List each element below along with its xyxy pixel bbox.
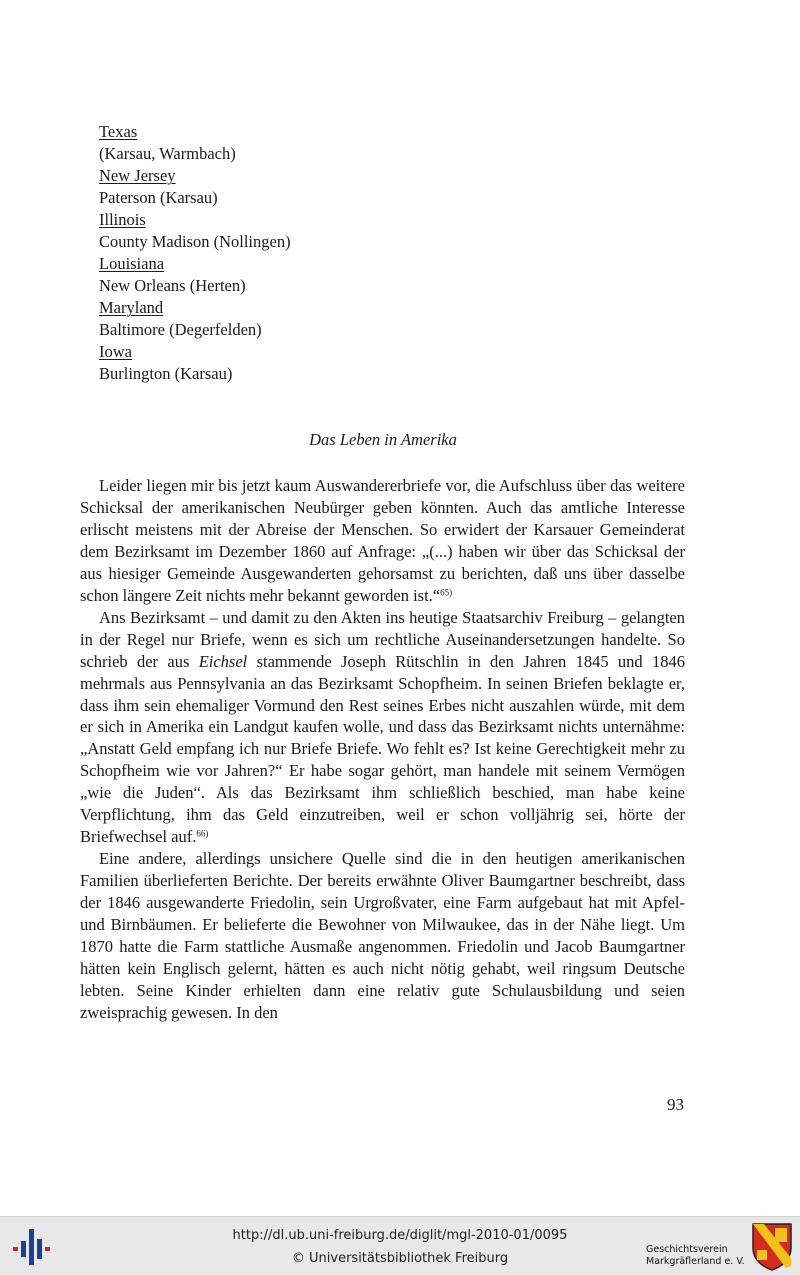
state-places: New Orleans (Herten) xyxy=(99,276,246,295)
paragraph-text: Leider liegen mir bis jetzt kaum Auswandererbriefe vor, die Aufschluss über das weitere Schicksal der amerikanischen Neubürger geben könnten. Auch das amtliche Interesse erlischt meistens mit der Abreise der Menschen. So erwidert der Karsauer Gemeinderat dem Bezirksamt im Dezember 1860 auf Anfrage: „(...) haben wir über das Schicksal der aus hiesiger Gemeinde Ausgewanderten gehorsamst zu berichten, daß uns über dasselbe schon längere Zeit nichts mehr bekannt geworden ist.“ xyxy=(80,476,685,605)
state-places: Baltimore (Degerfelden) xyxy=(99,320,262,339)
state-name: Iowa xyxy=(99,342,132,361)
paragraph-text: Ans Bezirksamt – und damit zu den Akten ins heutige Staatsarchiv Freiburg – gelangten in der Regel nur Briefe, wenn es sich um rechtliche Auseinandersetzungen handelte. So schrieb der aus xyxy=(80,607,685,671)
section-heading: Das Leben in Amerika xyxy=(309,430,457,449)
state-places: Paterson (Karsau) xyxy=(99,188,218,207)
paragraph xyxy=(80,475,685,607)
footnote-reference: 66) xyxy=(196,828,209,839)
paragraph-text: stammende Joseph Rütschlin in den Jahren 1845 und 1846 mehrmals aus Pennsylvania an das Bezirksamt Schopfheim. In seinen Briefen beklagte er, dass ihm sein ehemaliger Vormund den Rest seines Erbes nicht auszahlen würde, mit dem er sich in Amerika ein Landgut kaufen wolle, und dass das Bezirksamt nichts unternähme: „Anstatt Geld empfang ich nur Briefe Briefe. Wo fehlt es? Ist keine Gerechtigkeit mehr zu Schopfheim wie vor Jahren?“ Er habe sogar gehört, man handele mit seinem Vermögen „wie die Juden“. Als das Bezirksamt ihm schließlich beschied, man habe keine Verpflichtung, ihm das Geld einzutreiben, weil er schon volljährig sei, hörte der Briefwechsel auf. xyxy=(80,651,685,847)
logo-bar xyxy=(29,1229,34,1265)
page-number: 93 xyxy=(667,1095,684,1114)
state-places: Burlington (Karsau) xyxy=(99,364,233,383)
paragraph xyxy=(80,607,685,848)
body-text xyxy=(80,475,685,1024)
logo-bar xyxy=(21,1241,26,1257)
paragraph-text: Eine andere, allerdings unsichere Quelle sind die in den heutigen amerikanischen Familien überlieferten Berichte. Der bereits erwähnte Oliver Baumgartner beschreibt, dass der 1846 ausgewanderte Friedolin, sein Urgroßvater, eine Farm aufgebaut hat mit Apfel- und Birnbäumen. Er belieferte die Bewohner von Milwaukee, das in der Nähe liegt. Um 1870 hatte die Farm stattliche Ausmaße angenommen. Friedolin und Jacob Baumgartner hätten kein Englisch gelernt, hätten es auch nicht nötig gehabt, weil ringsum Deutsche lebten. Seine Kinder erhielten dann eine relativ gute Schulausbildung und seien zweisprachig gewesen. In den xyxy=(80,849,685,1022)
footnote-reference: 65) xyxy=(440,587,453,598)
ub-freiburg-logo-icon xyxy=(10,1225,52,1263)
state-name: Maryland xyxy=(99,298,164,317)
state-places: County Madison (Nollingen) xyxy=(99,232,291,251)
source-url-link[interactable]: http://dl.ub.uni-freiburg.de/diglit/mgl-2010-01/0095 xyxy=(232,1228,568,1243)
state-places: (Karsau, Warmbach) xyxy=(99,144,236,163)
society-name-line: Markgräflerland e. V. xyxy=(646,1256,745,1267)
coat-of-arms-icon xyxy=(751,1222,793,1271)
society-name xyxy=(646,1244,745,1268)
paragraph xyxy=(80,848,685,1024)
crest-gold-field xyxy=(775,1228,787,1242)
state-name: Louisiana xyxy=(99,254,165,273)
logo-bar xyxy=(37,1239,42,1259)
logo-bar xyxy=(45,1247,50,1251)
crest-gold-field xyxy=(757,1250,767,1260)
state-name: Texas xyxy=(99,122,138,141)
state-name: New Jersey xyxy=(99,166,176,185)
place-name-emphasis: Eichsel xyxy=(198,651,248,671)
state-list xyxy=(99,121,291,385)
society-name-line: Geschichtsverein xyxy=(646,1244,728,1255)
state-name: Illinois xyxy=(99,210,146,229)
copyright-text: © Universitätsbibliothek Freiburg xyxy=(291,1251,509,1266)
footer-bar xyxy=(0,1216,800,1275)
logo-bar xyxy=(13,1247,18,1251)
